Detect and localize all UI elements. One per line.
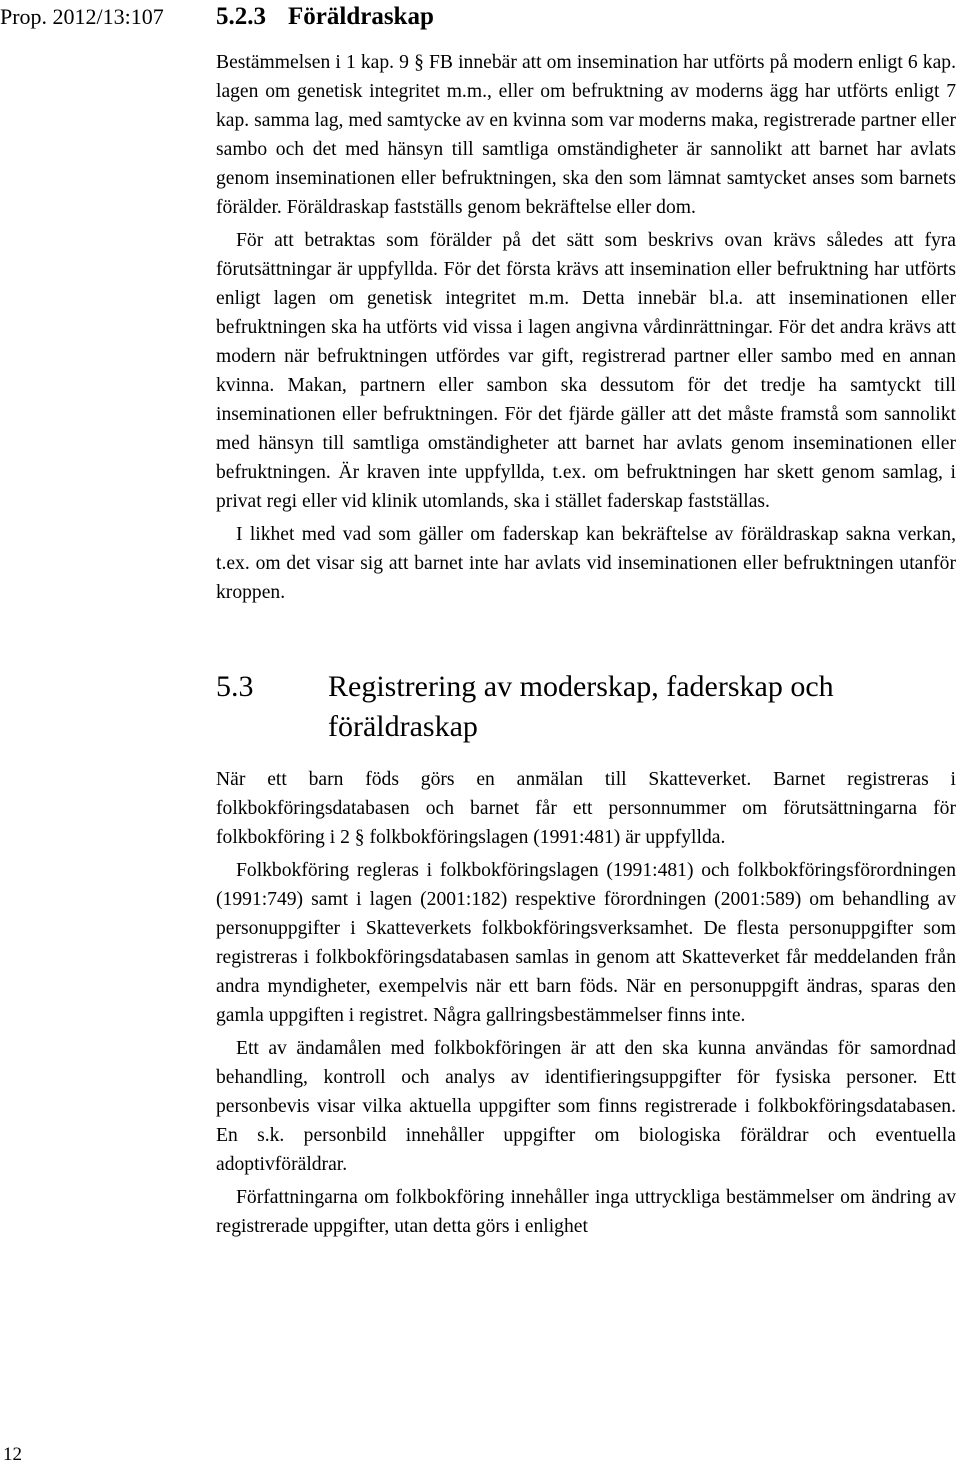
paragraph: Ett av ändamålen med folkbokföringen är att den ska kunna användas för samordnad behandling, kontroll och analys av identifieringsuppgifter för fysiska personer. Ett personbevis visar vilka aktuella uppgifter som finns registrerade i folkbokföringsdatabasen. En s.k. personbild innehåller uppgifter om biologiska föräldrar och eventuella adoptivföräldrar.: [216, 1038, 956, 1175]
section-heading-5-2-3: [216, 2, 956, 32]
paragraph: När ett barn föds görs en anmälan till Skatteverket. Barnet registreras i folkbokföringsdatabasen och barnet får ett personnummer om förutsättningarna för folkbokföring i 2 § folkbokföringslagen (1991:481) är uppfyllda.: [216, 769, 956, 848]
section-heading-5-3: [216, 667, 956, 747]
page-number: 12: [3, 1444, 22, 1465]
paragraph: Folkbokföring regleras i folkbokföringslagen (1991:481) och folkbokföringsförordningen (1991:749) samt i lagen (2001:182) respektive förordningen (2001:589) om behandling av personuppgifter i Skatteverkets folkbokföringsverksamhet. De flesta personuppgifter som registreras i folkbokföringsdatabasen samlas in genom att Skatteverket får meddelanden från andra myndigheter, exempelvis när ett barn föds. När en personuppgift ändras, sparas den gamla uppgiften i registret. Några gallringsbestämmelser finns inte.: [216, 860, 956, 1026]
section-title: Registrering av moderskap, faderskap och föräldraskap: [328, 670, 834, 743]
proposition-reference: Prop. 2012/13:107: [0, 4, 164, 29]
section-number: 5.2.3: [216, 3, 266, 30]
section-number: 5.3: [216, 670, 254, 703]
paragraph: Bestämmelsen i 1 kap. 9 § FB innebär att om insemination har utförts på modern enligt 6 kap. lagen om genetisk integritet m.m., eller om befruktning av moderns ägg har utförts enligt 7 kap. samma lag, med samtycke av en kvinna som var moderns maka, registrerade partner eller sambo och det med hänsyn till samtliga omständigheter är sannolikt att barnet har avlats genom inseminationen eller befruktningen, ska den som lämnat samtycket anses som barnets förälder. Föräldraskap fastställs genom bekräftelse eller dom.: [216, 52, 956, 218]
paragraph: Författningarna om folkbokföring innehåller inga uttryckliga bestämmelser om ändring av registrerade uppgifter, utan detta görs i enlighet: [216, 1187, 956, 1237]
page-content: [216, 0, 956, 1241]
section-title: Föräldraskap: [288, 3, 434, 30]
paragraph: För att betraktas som förälder på det sätt som beskrivs ovan krävs således att fyra förutsättningar är uppfyllda. För det första krävs att insemination eller befruktning har utförts enligt lagen om genetisk integritet m.m. Detta innebär bl.a. att inseminationen eller befruktningen ska ha utförts vid vissa i lagen angivna vårdinrättningar. För det andra krävs att modern när befruktningen utfördes var gift, registrerad partner eller sambo med en annan kvinna. Makan, partnern eller sambon ska dessutom för det tredje ha samtyckt till inseminationen eller befruktningen. För det fjärde gäller att det måste framstå som sannolikt med hänsyn till samtliga omständigheter att barnet har avlats genom inseminationen eller befruktningen. Är kraven inte uppfyllda, t.ex. om befruktningen har skett genom samlag, i privat regi eller vid klinik utomlands, ska i stället faderskap fastställas.: [216, 230, 956, 512]
paragraph: I likhet med vad som gäller om faderskap kan bekräftelse av föräldraskap sakna verkan, t.ex. om det visar sig att barnet inte har avlats vid inseminationen eller befruktningen utanför kroppen.: [216, 524, 956, 603]
